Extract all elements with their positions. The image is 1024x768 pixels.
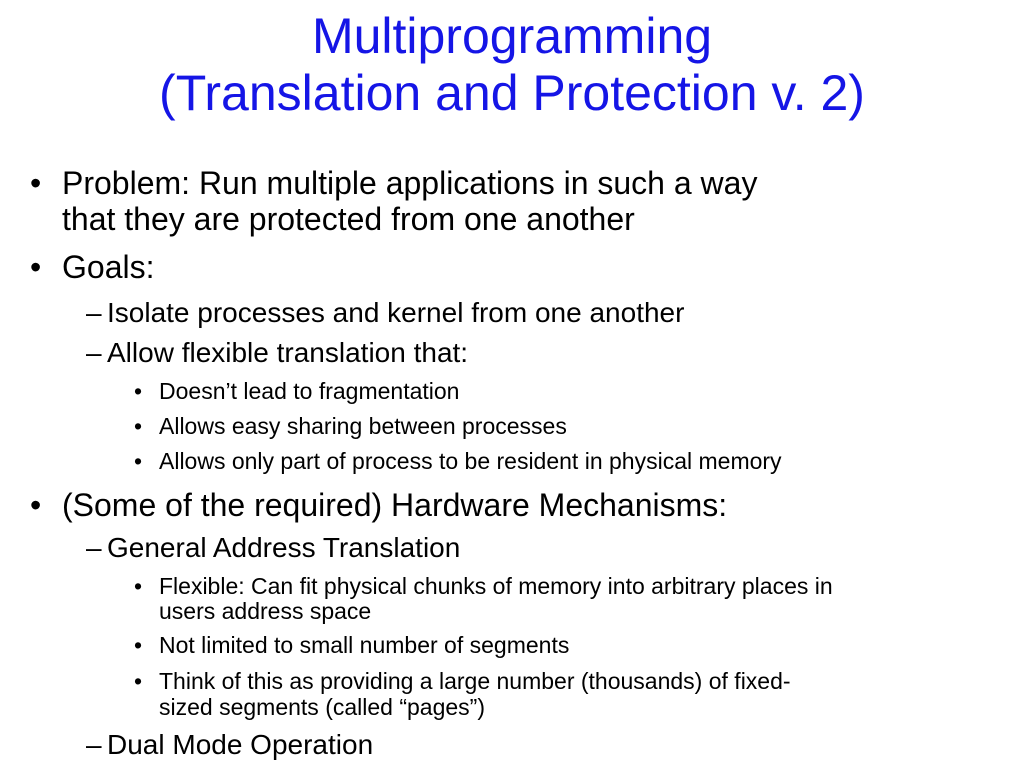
subbullet-flexible-text: Allow flexible translation that: [107, 337, 469, 368]
subsub-sharing-text: Allows easy sharing between processes [159, 413, 567, 439]
small-bullet-marker: • [134, 632, 143, 658]
dash-marker: – [86, 297, 102, 328]
dash-marker: – [86, 729, 102, 760]
subbullet-isolate-text: Isolate processes and kernel from one another [107, 297, 685, 328]
small-bullet-marker: • [134, 448, 143, 474]
dash-marker: – [86, 337, 102, 368]
bullet-marker: • [30, 249, 42, 285]
subsub-fragmentation-text: Doesn’t lead to fragmentation [159, 378, 460, 404]
small-bullet-marker: • [134, 378, 143, 404]
subbullet-dual-mode-text: Dual Mode Operation [107, 729, 374, 760]
bullet-problem-line2: that they are protected from one another [62, 201, 635, 237]
bullet-hardware-text: (Some of the required) Hardware Mechanisms: [62, 487, 728, 523]
subsub-flexible-line2: users address space [159, 598, 372, 624]
small-bullet-marker: • [134, 413, 143, 439]
subsub-flexible-line1: Flexible: Can fit physical chunks of memory into arbitrary places in [159, 573, 833, 599]
subsub-pages-line1: Think of this as providing a large number (thousands) of fixed- [159, 668, 791, 694]
subsub-segments-text: Not limited to small number of segments [159, 632, 570, 658]
dash-marker: – [86, 532, 102, 563]
bullet-marker: • [30, 165, 42, 201]
bullet-marker: • [30, 487, 42, 523]
title-line-2: (Translation and Protection v. 2) [159, 65, 865, 121]
title-line-1: Multiprogramming [311, 8, 713, 64]
subsub-pages-line2: sized segments (called “pages”) [159, 694, 485, 720]
small-bullet-marker: • [134, 573, 143, 599]
small-bullet-marker: • [134, 668, 143, 694]
subsub-resident-text: Allows only part of process to be resident in physical memory [159, 448, 782, 474]
subbullet-translation-text: General Address Translation [107, 532, 461, 563]
bullet-problem-line1: Problem: Run multiple applications in such a way [62, 165, 758, 201]
bullet-goals-label: Goals: [62, 249, 155, 285]
